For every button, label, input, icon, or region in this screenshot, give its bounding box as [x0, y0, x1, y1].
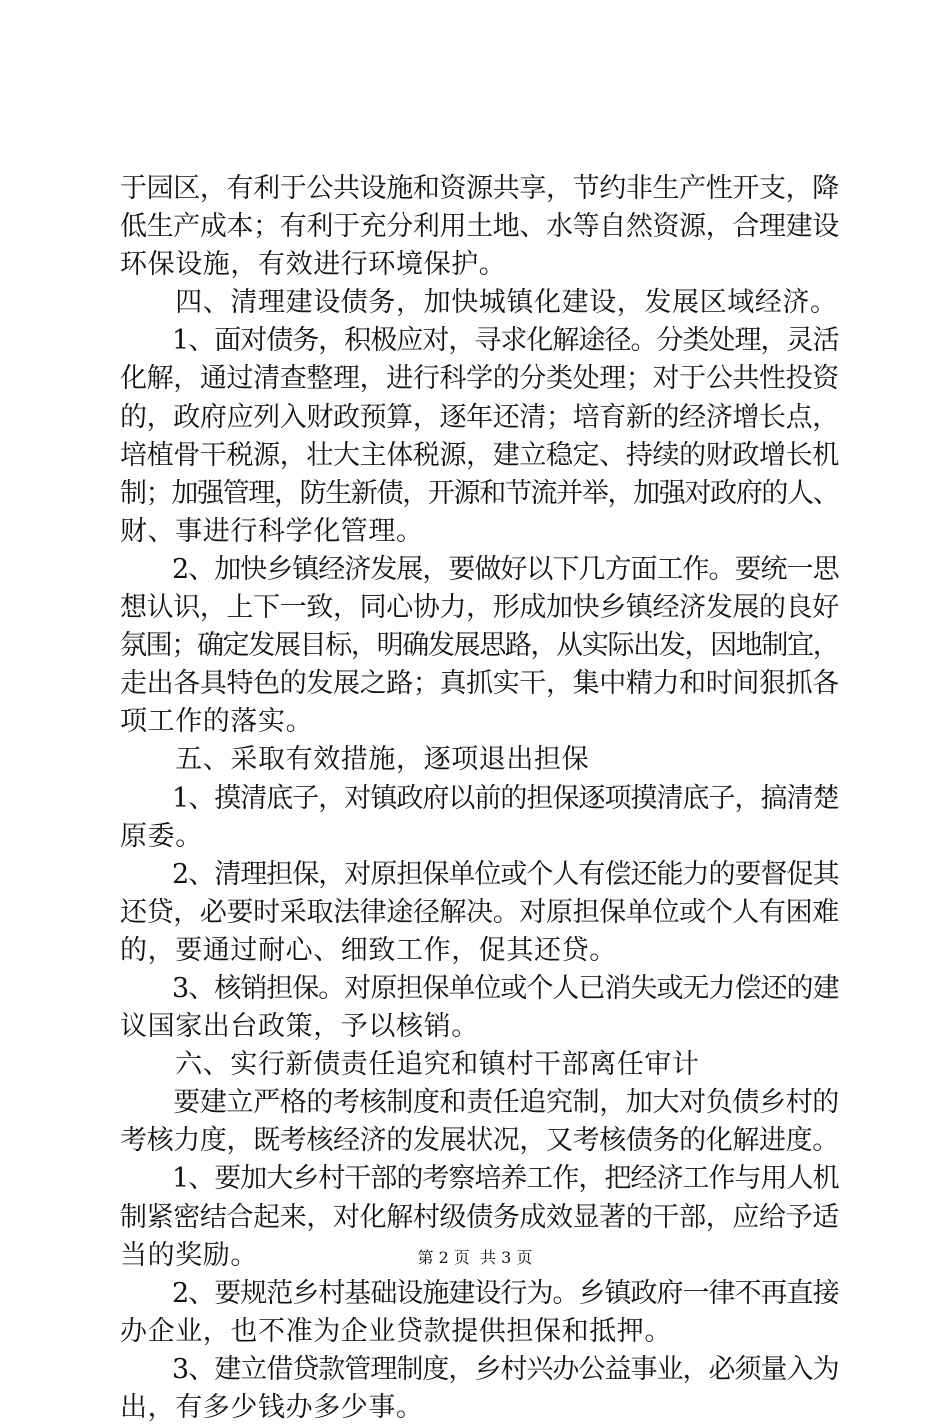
text-line: 四、清理建设债务，加快城镇化建设，发展区域经济。	[120, 287, 838, 319]
text-line: 走出各具特色的发展之路；真抓实干，集中精力和时间狠抓各	[120, 668, 839, 700]
text-line: 出，有多少钱办多少事。	[120, 1392, 424, 1423]
text-line: 的，要通过耐心、细致工作，促其还贷。	[120, 934, 617, 966]
text-line: 3、核销担保。对原担保单位或个人已消失或无力偿还的建	[120, 972, 839, 1004]
text-line: 环保设施，有效进行环境保护。	[120, 249, 507, 281]
text-line: 低生产成本；有利于充分利用土地、水等自然资源，合理建设	[120, 211, 839, 243]
page-footer	[0, 1248, 950, 1268]
text-line: 办企业，也不准为企业贷款提供担保和抵押。	[120, 1315, 672, 1347]
text-line: 3、建立借贷款管理制度，乡村兴办公益事业，必须量入为	[120, 1353, 839, 1385]
text-line: 于园区，有利于公共设施和资源共享，节约非生产性开支，降	[120, 173, 839, 204]
text-line: 想认识，上下一致，同心协力，形成加快乡镇经济发展的良好	[120, 592, 839, 624]
text-line: 1、要加大乡村干部的考察培养工作，把经济工作与用人机	[120, 1163, 839, 1195]
text-line: 化解，通过清查整理，进行科学的分类处理；对于公共性投资	[120, 363, 839, 395]
text-line: 六、实行新债责任追究和镇村干部离任审计	[120, 1049, 700, 1081]
text-line: 考核力度，既考核经济的发展状况，又考核债务的化解进度。	[120, 1125, 839, 1157]
text-line: 制；加强管理，防生新债，开源和节流并举，加强对政府的人、	[120, 477, 839, 509]
page-number-label: 第 2 页 共 3 页	[417, 1248, 533, 1267]
text-line: 议国家出台政策，予以核销。	[120, 1011, 479, 1043]
text-line: 的，政府应列入财政预算，逐年还清；培育新的经济增长点，	[120, 401, 839, 433]
text-line: 财、事进行科学化管理。	[120, 515, 424, 547]
text-line: 还贷，必要时采取法律途径解决。对原担保单位或个人有困难	[120, 896, 839, 928]
text-line: 氛围；确定发展目标，明确发展思路，从实际出发，因地制宜，	[120, 630, 839, 662]
document-body	[120, 170, 840, 1427]
text-line: 原委。	[120, 820, 203, 852]
text-line: 项工作的落实。	[120, 706, 314, 738]
text-line: 2、要规范乡村基础设施建设行为。乡镇政府一律不再直接	[120, 1277, 839, 1309]
text-line: 五、采取有效措施，逐项退出担保	[120, 744, 590, 776]
text-line: 2、加快乡镇经济发展，要做好以下几方面工作。要统一思	[120, 553, 839, 585]
text-line: 1、面对债务，积极应对，寻求化解途径。分类处理，灵活	[120, 325, 839, 357]
text-line: 1、摸清底子，对镇政府以前的担保逐项摸清底子，搞清楚	[120, 782, 839, 814]
text-line: 培植骨干税源，壮大主体税源，建立稳定、持续的财政增长机	[120, 439, 839, 471]
text-line: 当的奖励。	[120, 1239, 258, 1271]
text-line: 制紧密结合起来，对化解村级债务成效显著的干部，应给予适	[120, 1201, 839, 1233]
text-line: 2、清理担保，对原担保单位或个人有偿还能力的要督促其	[120, 858, 839, 890]
text-line: 要建立严格的考核制度和责任追究制，加大对负债乡村的	[120, 1087, 839, 1119]
